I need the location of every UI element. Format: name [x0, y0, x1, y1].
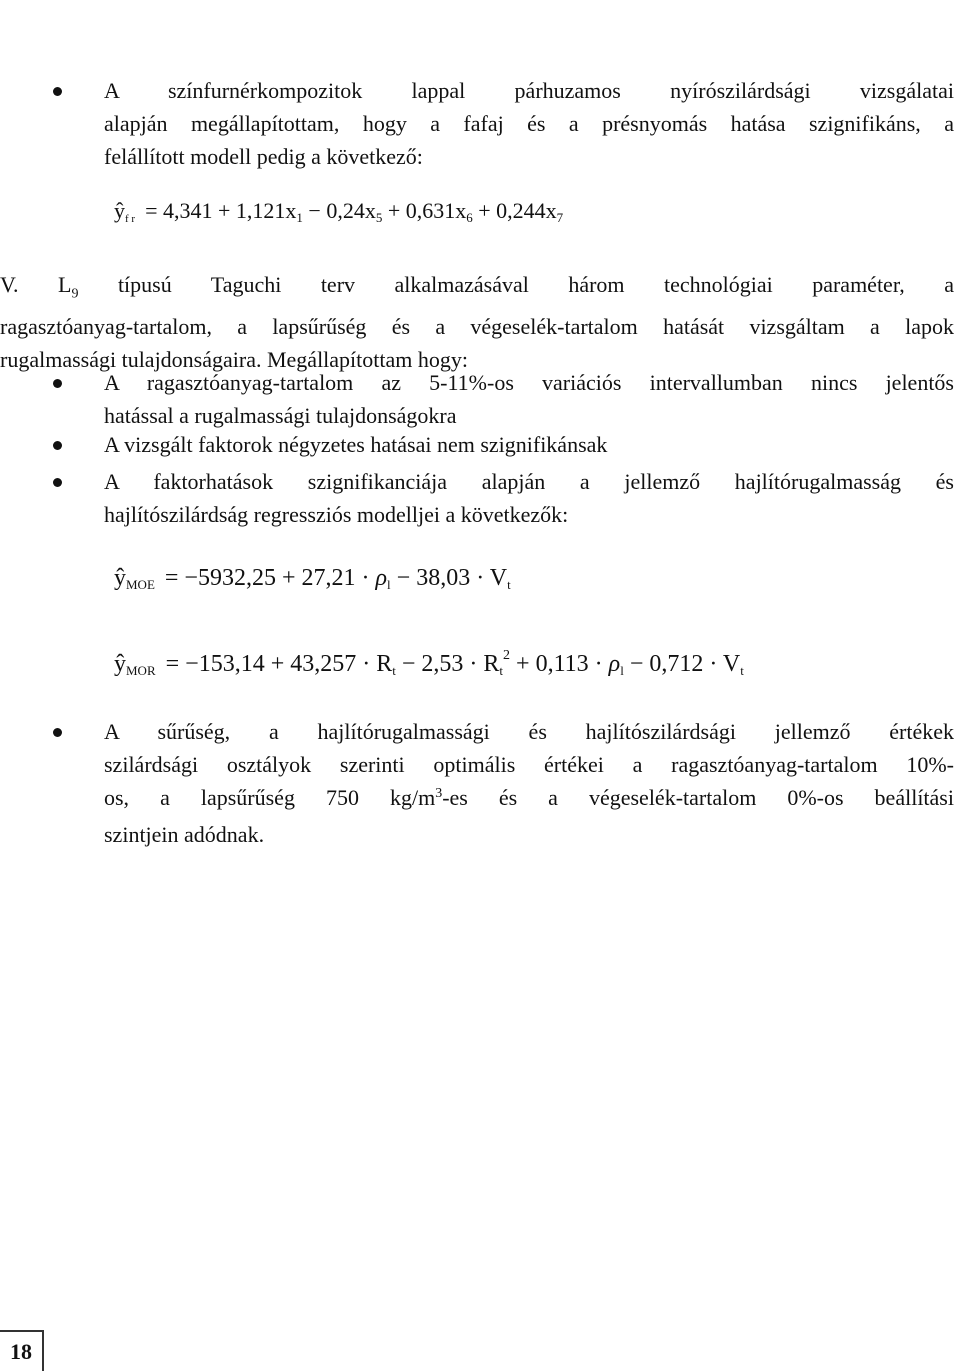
subscript: 6: [466, 210, 473, 225]
subscript: t: [499, 663, 504, 678]
equation-mor: [114, 648, 744, 678]
text-line: [0, 268, 954, 310]
text-line: alapján megállapítottam, hogy a fafaj és a présnyomás hatása szignifikáns, a: [104, 111, 954, 136]
subscript: t: [392, 663, 396, 678]
text-line: A vizsgált faktorok négyzetes hatásai nem szignifikánsak: [104, 432, 608, 457]
text-line: szintjein adódnak.: [104, 822, 265, 847]
equation-text: = −5932,25 + 27,21 ·: [164, 565, 376, 591]
bullet-dot: [53, 379, 62, 388]
subscript: t: [740, 663, 744, 678]
equation-text: = −153,14 + 43,257 · R: [165, 651, 393, 677]
section-prefix: V. L: [0, 272, 72, 297]
subscript: t: [507, 577, 511, 592]
text-span: típusú Taguchi terv alkalmazásával három technológiai paraméter, a: [78, 272, 954, 297]
equation-text: + 0,244x: [472, 198, 557, 223]
y-hat: ŷ: [114, 198, 125, 223]
bullet-paragraph-4: [104, 465, 954, 531]
bullet-dot: [53, 728, 62, 737]
equation-text: = 4,341 + 1,121x: [145, 198, 297, 223]
subscript: MOR: [126, 663, 156, 678]
rho-symbol: ρ: [608, 651, 621, 677]
subscript: l: [620, 663, 624, 678]
equation-text: − 0,712 · V: [623, 651, 741, 677]
equation-text: + 0,113 ·: [510, 651, 609, 677]
bullet-paragraph-2: [104, 366, 954, 432]
rho-symbol: ρ: [375, 565, 388, 591]
bullet-dot: [53, 87, 62, 96]
text-line: hajlítószilárdság regressziós modelljei a következők:: [104, 502, 569, 527]
equation-fr: [114, 198, 563, 224]
text-line: felállított modell pedig a következő:: [104, 144, 423, 169]
text-line: hatással a rugalmassági tulajdonságokra: [104, 403, 457, 428]
text-line: szilárdsági osztályok szerinti optimális értékei a ragasztóanyag-tartalom 10%-: [104, 752, 954, 777]
text-line: A faktorhatások szignifikanciája alapján a jellemző hajlítórugalmasság és: [104, 469, 954, 494]
equation-moe: [114, 565, 511, 592]
equation-text: + 0,631x: [382, 198, 467, 223]
bullet-dot: [53, 478, 62, 487]
y-hat: ŷ: [114, 565, 126, 591]
subscript: 1: [296, 210, 303, 225]
bullet-paragraph-5: [104, 715, 954, 851]
text-line: ragasztóanyag-tartalom, a lapsűrűség és a végeselék-tartalom hatását vizsgáltam a lapok: [0, 314, 954, 340]
subscript: MOE: [126, 577, 155, 592]
bullet-dot: [53, 441, 62, 450]
text-line: A ragasztóanyag-tartalom az 5-11%-os variációs intervallumban nincs jelentős: [104, 370, 954, 395]
subscript: f r: [125, 213, 136, 225]
bullet-paragraph-1: [104, 74, 954, 173]
subscript: l: [387, 577, 391, 592]
subscript: 7: [556, 210, 564, 225]
y-hat: ŷ: [114, 651, 126, 677]
equation-text: − 2,53 · R: [395, 651, 500, 677]
text-line: [104, 781, 954, 818]
page-number: 18: [0, 1330, 44, 1371]
text-span: os, a lapsűrűség 750 kg/m: [104, 785, 436, 810]
section-5-paragraph: [0, 268, 954, 376]
bullet-paragraph-3: [104, 428, 954, 461]
equation-text: − 38,03 · V: [390, 565, 508, 591]
subscript: 5: [375, 210, 383, 225]
text-line: A sűrűség, a hajlítórugalmassági és hajlítószilárdsági jellemző értékek: [104, 719, 954, 744]
subscript: 9: [71, 286, 79, 302]
equation-text: − 0,24x: [302, 198, 376, 223]
text-line: A színfurnérkompozitok lappal párhuzamos nyírószilárdsági vizsgálatai: [104, 78, 954, 103]
text-line: rugalmassági tulajdonságaira. Megállapítottam hogy:: [0, 347, 468, 373]
superscript: 2: [503, 648, 511, 663]
text-span: -es és a végeselék-tartalom 0%-os beállítási: [442, 785, 954, 810]
superscript: 3: [435, 786, 443, 801]
